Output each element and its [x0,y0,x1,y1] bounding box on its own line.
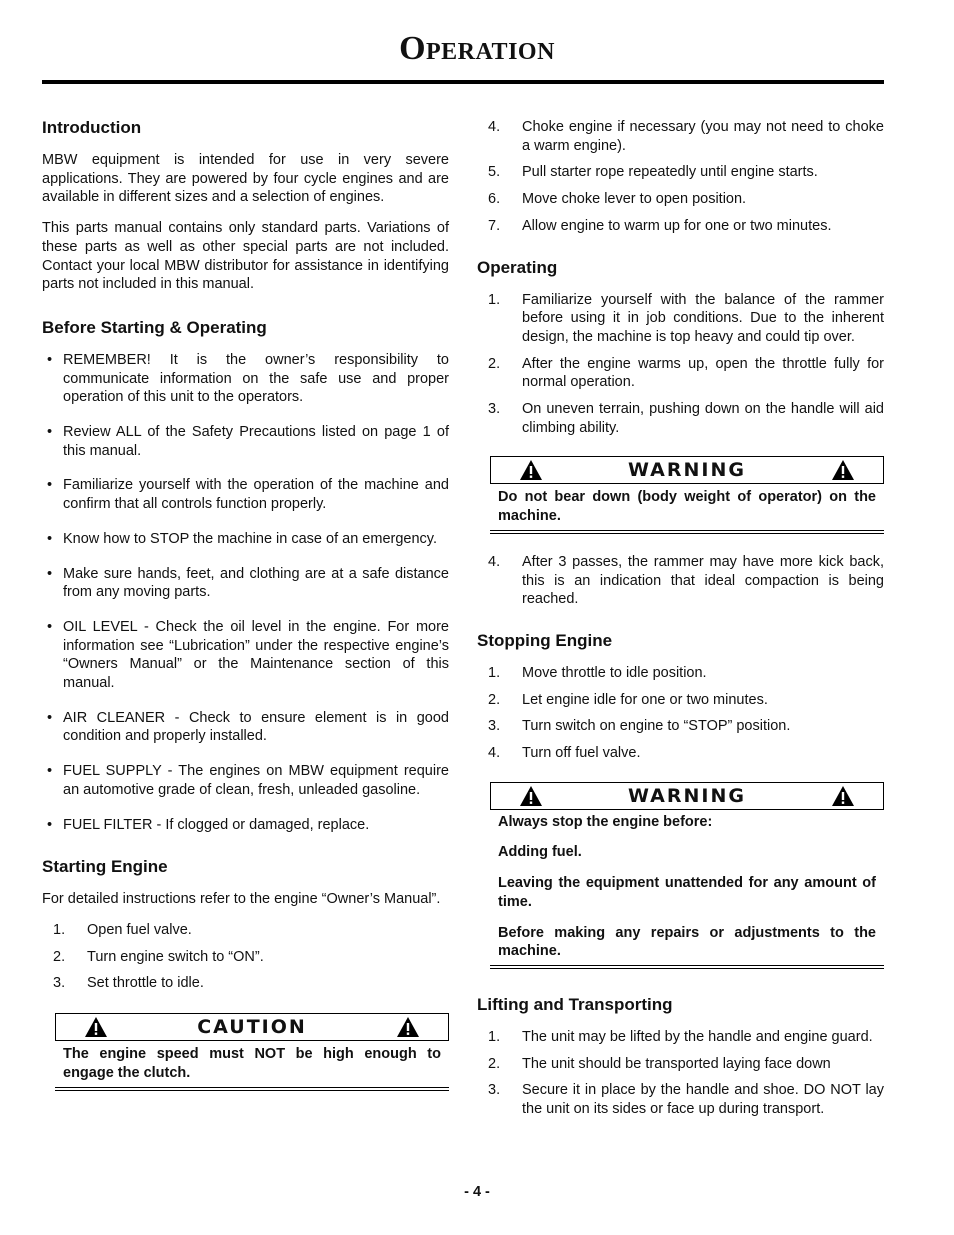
list-item: 7. Allow engine to warm up for one or two minutes. [488,217,832,234]
page-number: - 4 - [464,1184,490,1200]
list-item: • OIL LEVEL - Check the oil level in the engine. For more information see “Lubrication” under the respective engine’s “Owners Manual” or the Maintenance section of this manual. [47,618,449,692]
caution-bar [55,1013,449,1041]
list-item: • Review ALL of the Safety Precautions listed on page 1 of this manual. [47,424,449,459]
warning-box-1 [490,456,884,533]
caution-text: The engine speed must NOT be high enough to engage the clutch. [63,1046,441,1081]
list-item: • Know how to STOP the machine in case of an emergency. [47,530,437,547]
caution-label: CAUTION [197,1016,307,1039]
intro-paragraph-1: MBW equipment is intended for use in very severe applications. They are powered by four cycle engines and are available in different sizes and a selection of engines. [42,152,449,206]
warning-label: WARNING [628,784,746,807]
warning-bar [490,782,884,810]
list-item: 3. Secure it in place by the handle and shoe. DO NOT lay the unit on its sides or face up during transport. [488,1082,884,1118]
starting-steps-continued [477,118,884,236]
list-item: 4. Choke engine if necessary (you may not need to choke a warm engine). [488,119,884,154]
warning-box-2 [490,782,884,969]
warning-text: Do not bear down (body weight of operator) on the machine. [498,489,876,525]
starting-engine-heading: Starting Engine [42,857,168,877]
warning-rule [490,965,884,969]
lifting-steps [477,1028,884,1119]
warning-label: WARNING [628,459,746,482]
list-item: 4. After 3 passes, the rammer may have more kick back, this is an indication that ideal compaction is being reached. [488,553,884,608]
list-item: 1. Familiarize yourself with the balance of the rammer before using it in job conditions. Due to the inherent design, the machine is top heavy and could tip over. [488,291,884,345]
caution-rule [55,1087,449,1091]
list-item: • FUEL SUPPLY - The engines on MBW equipment require an automotive grade of clean, fresh, unleaded gasoline. [47,763,449,798]
warning-triangle-icon [396,1016,420,1043]
list-item: 1. Open fuel valve. [53,921,192,938]
introduction-heading: Introduction [42,118,142,137]
list-item: 2. After the engine warms up, open the throttle fully for normal operation. [488,355,884,391]
warning-triangle-icon [831,459,855,486]
list-item: 2. The unit should be transported laying face down [488,1055,831,1072]
starting-intro: For detailed instructions refer to the engine “Owner’s Manual”. [42,891,441,908]
list-item: 1. The unit may be lifted by the handle and engine guard. [488,1028,873,1045]
operating-steps [477,291,884,438]
lifting-heading: Lifting and Transporting [477,994,673,1014]
page-title: Operation [399,30,555,67]
list-item: 5. Pull starter rope repeatedly until engine starts. [488,164,818,181]
before-starting-heading: Before Starting & Operating [42,317,267,337]
warning-rule [490,530,884,534]
operating-heading: Operating [477,257,558,277]
list-item: 2. Let engine idle for one or two minutes. [488,691,768,708]
warning-text: Adding fuel. [498,844,582,861]
intro-paragraph-2: This parts manual contains only standard parts. Variations of these parts as well as other special parts are not included. Contact your local MBW distributor for assistance in identifying parts not included in this manual. [42,220,449,293]
stopping-steps [477,664,884,763]
list-item: • AIR CLEANER - Check to ensure element is in good condition and properly installed. [47,709,449,745]
starting-steps [42,921,449,993]
warning-text: Always stop the engine before: [498,813,713,830]
list-item: • Familiarize yourself with the operation of the machine and confirm that all controls function properly. [47,477,449,513]
list-item: 4. Turn off fuel valve. [488,745,641,762]
stopping-engine-heading: Stopping Engine [477,630,613,650]
list-item: • REMEMBER! It is the owner’s responsibility to communicate information on the safe use and proper operation of this unit to the operators. [47,351,449,406]
warning-bar [490,456,884,484]
list-item: 3. Set throttle to idle. [53,975,204,992]
list-item: 3. On uneven terrain, pushing down on the handle will aid climbing ability. [488,401,884,436]
right-column [477,118,884,1119]
warning-text: Leaving the equipment unattended for any amount of time. [498,875,876,910]
caution-box [55,1013,449,1090]
list-item: 1. Move throttle to idle position. [488,664,707,681]
title-rule [42,80,884,84]
list-item: • FUEL FILTER - If clogged or damaged, replace. [47,816,370,833]
warning-triangle-icon [831,785,855,812]
list-item: 6. Move choke lever to open position. [488,191,747,208]
left-column [42,118,449,1091]
warning-text: Before making any repairs or adjustments to the machine. [498,924,876,960]
before-starting-list [42,351,449,834]
list-item: 2. Turn engine switch to “ON”. [53,948,264,965]
list-item: 3. Turn switch on engine to “STOP” position. [488,718,791,735]
list-item: • Make sure hands, feet, and clothing are at a safe distance from any moving parts. [47,565,449,601]
